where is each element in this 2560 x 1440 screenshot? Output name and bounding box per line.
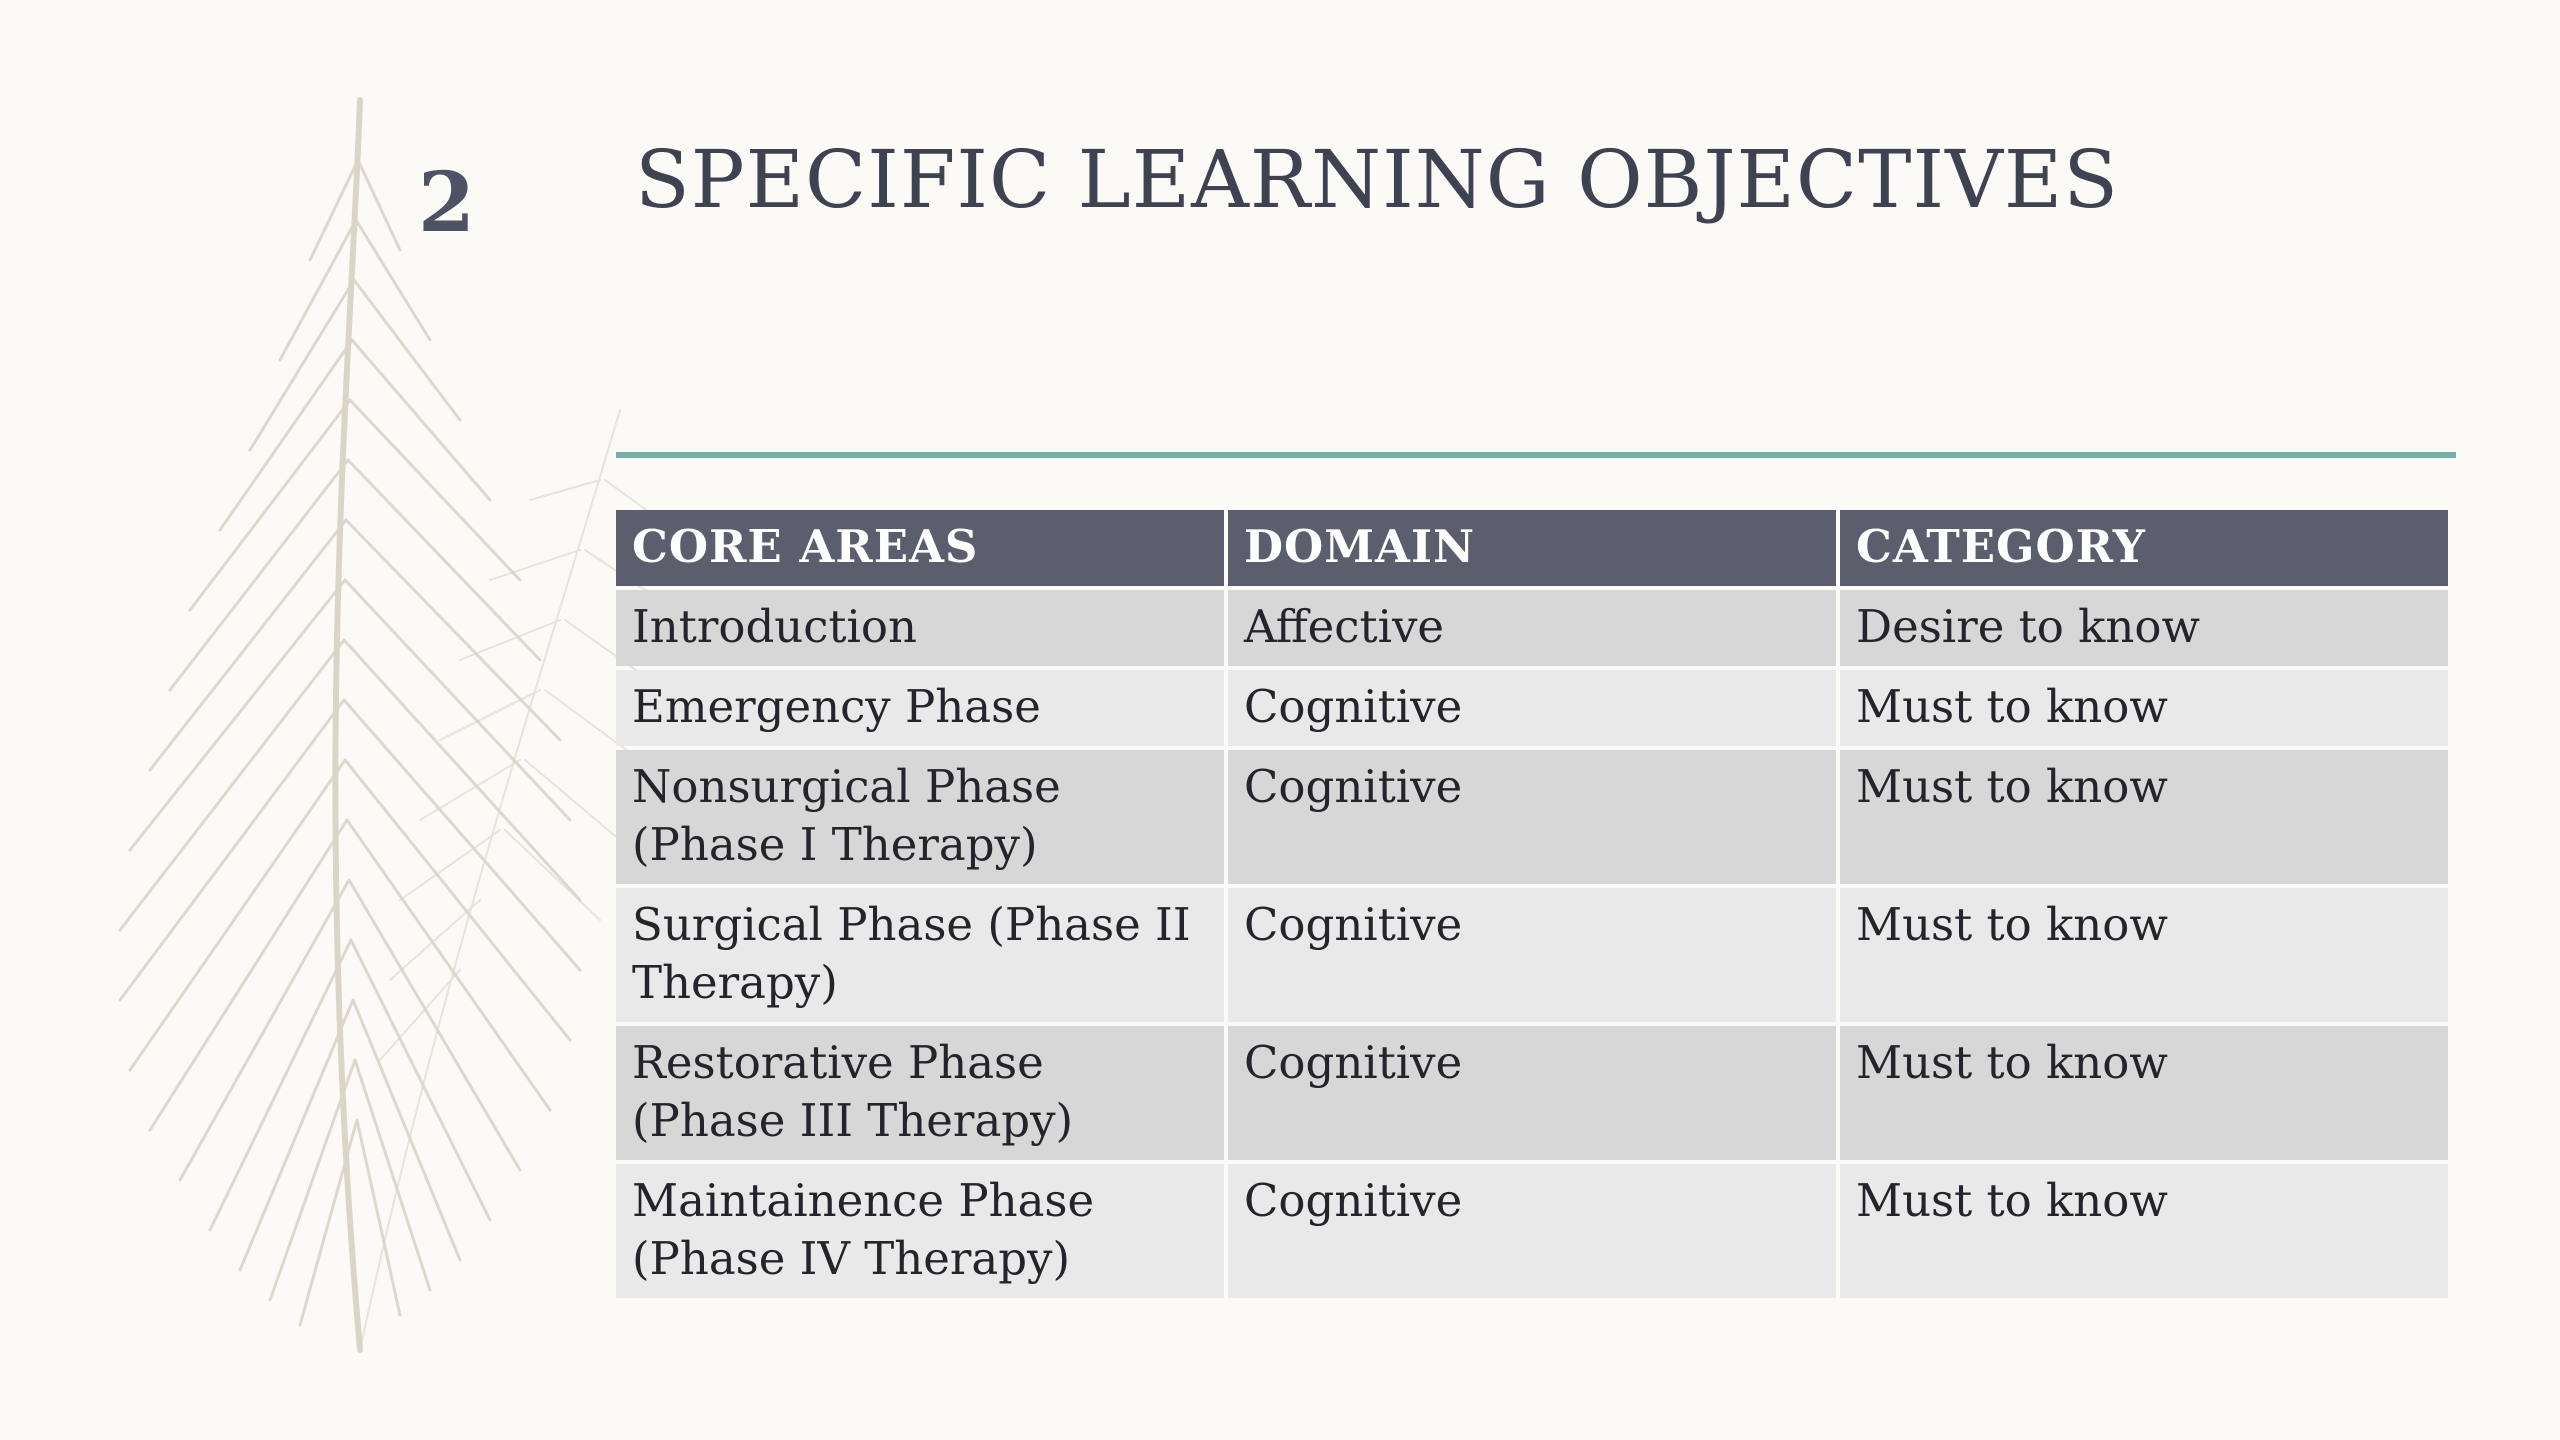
table-header-row bbox=[616, 510, 2448, 586]
cell-category: Must to know bbox=[1840, 1164, 2448, 1298]
cell-core-area: Surgical Phase (Phase II Therapy) bbox=[616, 888, 1224, 1022]
cell-core-area: Emergency Phase bbox=[616, 670, 1224, 746]
table-row bbox=[616, 1164, 2448, 1298]
title-divider bbox=[616, 452, 2456, 458]
cell-domain: Cognitive bbox=[1228, 1164, 1836, 1298]
header-domain: DOMAIN bbox=[1228, 510, 1836, 586]
cell-category: Desire to know bbox=[1840, 590, 2448, 666]
cell-domain: Affective bbox=[1228, 590, 1836, 666]
cell-core-area: Maintainence Phase (Phase IV Therapy) bbox=[616, 1164, 1224, 1298]
table-row bbox=[616, 1026, 2448, 1160]
slide-number: 2 bbox=[418, 155, 476, 251]
cell-domain: Cognitive bbox=[1228, 1026, 1836, 1160]
cell-core-area: Restorative Phase (Phase III Therapy) bbox=[616, 1026, 1224, 1160]
objectives-table bbox=[612, 506, 2452, 1302]
cell-core-area: Nonsurgical Phase (Phase I Therapy) bbox=[616, 750, 1224, 884]
table-row bbox=[616, 590, 2448, 666]
cell-domain: Cognitive bbox=[1228, 888, 1836, 1022]
cell-category: Must to know bbox=[1840, 750, 2448, 884]
cell-core-area: Introduction bbox=[616, 590, 1224, 666]
table-row bbox=[616, 888, 2448, 1022]
table-row bbox=[616, 670, 2448, 746]
header-category: CATEGORY bbox=[1840, 510, 2448, 586]
cell-category: Must to know bbox=[1840, 1026, 2448, 1160]
slide-title: SPECIFIC LEARNING OBJECTIVES bbox=[635, 133, 2120, 226]
cell-category: Must to know bbox=[1840, 888, 2448, 1022]
cell-category: Must to know bbox=[1840, 670, 2448, 746]
table-row bbox=[616, 750, 2448, 884]
cell-domain: Cognitive bbox=[1228, 670, 1836, 746]
cell-domain: Cognitive bbox=[1228, 750, 1836, 884]
header-core-areas: CORE AREAS bbox=[616, 510, 1224, 586]
